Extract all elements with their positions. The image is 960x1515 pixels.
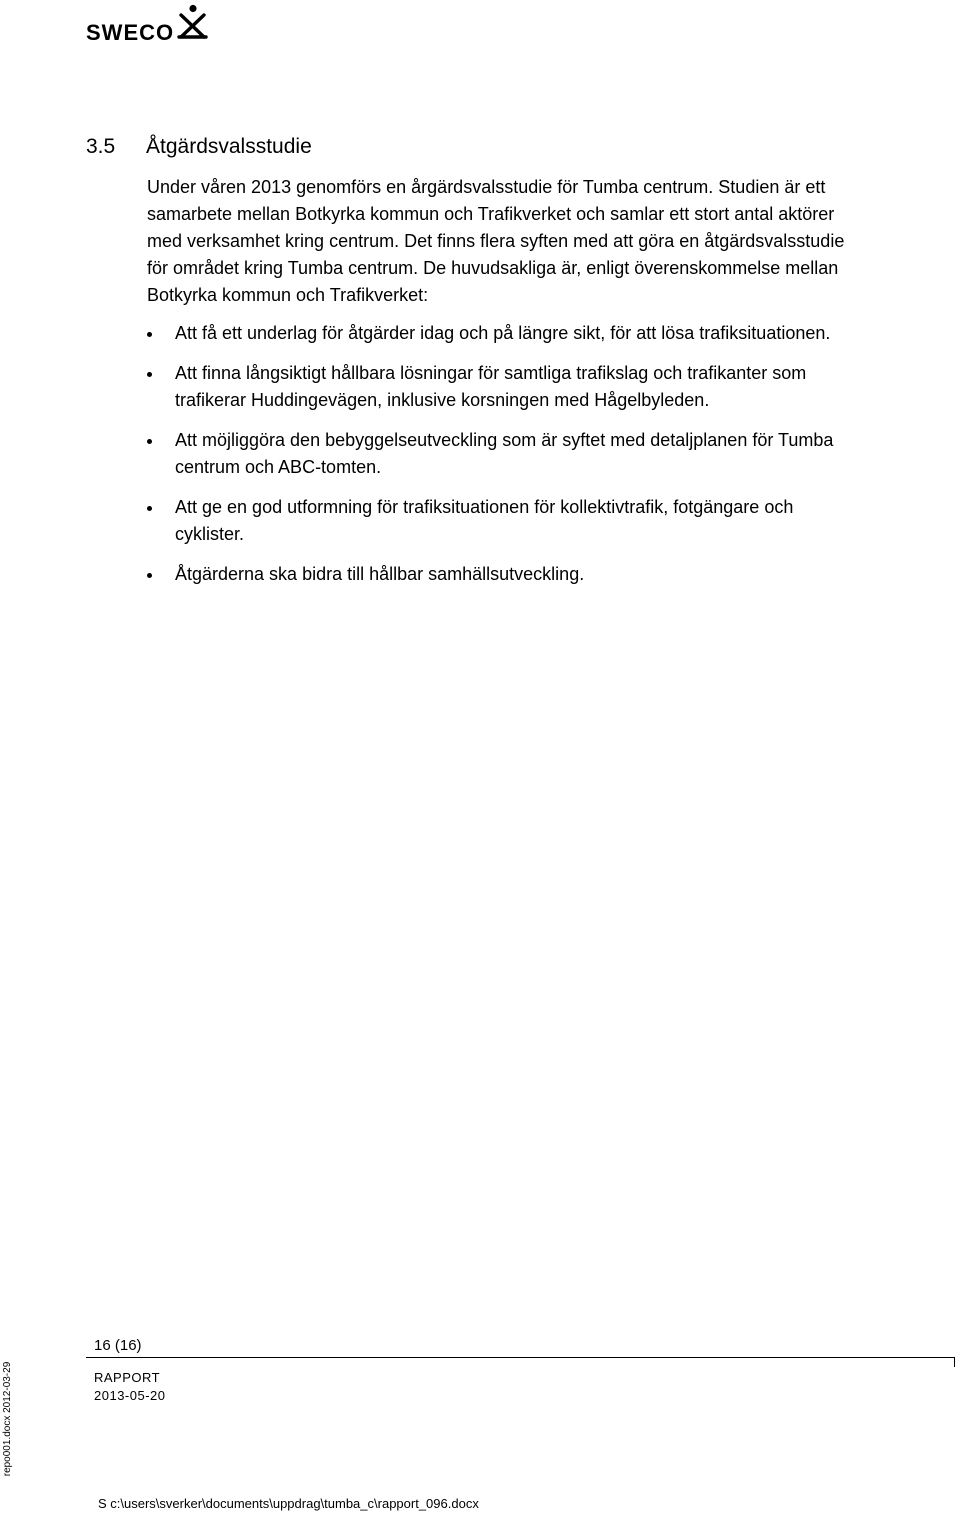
section-heading: [86, 133, 312, 161]
intro-paragraph: [147, 174, 947, 309]
document-date: 2013-05-20: [94, 1388, 166, 1403]
template-note: [1, 1360, 15, 1478]
logo-wordmark: SWECO: [86, 20, 175, 45]
list-item: [147, 494, 947, 548]
section-number: 3.5: [86, 135, 116, 158]
list-item-line: Att få ett underlag för åtgärder idag och på längre sikt, för att lösa trafiksituationen.: [175, 323, 831, 343]
footer-divider: [86, 1357, 955, 1358]
bullet-icon: [147, 372, 152, 377]
sweco-mark-icon: [176, 4, 208, 40]
section-title: Åtgärdsvalsstudie: [146, 135, 312, 158]
list-item-line: Åtgärderna ska bidra till hållbar samhällsutveckling.: [175, 564, 585, 584]
list-item-line: centrum och ABC-tomten.: [175, 457, 382, 477]
footer-divider-tick: [954, 1357, 955, 1367]
list-item-line: trafikerar Huddingevägen, inklusive korsningen med Hågelbyleden.: [175, 390, 710, 410]
page-number: 16 (16): [94, 1337, 142, 1354]
document-type: RAPPORT: [94, 1370, 161, 1385]
paragraph-line: samarbete mellan Botkyrka kommun och Trafikverket och samlar ett stort antal aktörer: [147, 204, 835, 224]
list-item: [147, 360, 947, 414]
list-item: [147, 320, 947, 347]
paragraph-line: för området kring Tumba centrum. De huvudsakliga är, enligt överenskommelse mellan: [147, 258, 839, 278]
bullet-icon: [147, 439, 152, 444]
list-item: [147, 427, 947, 481]
template-note-text: repo001.docx 2012-03-29: [2, 1361, 13, 1477]
file-path: S c:\users\sverker\documents\uppdrag\tumba_c\rapport_096.docx: [98, 1496, 479, 1511]
bullet-icon: [147, 573, 152, 578]
paragraph-line: med verksamhet kring centrum. Det finns flera syften med att göra en åtgärdsvalsstudie: [147, 231, 845, 251]
list-item-line: Att ge en god utformning för trafiksituationen för kollektivtrafik, fotgängare och: [175, 497, 794, 517]
list-item-line: Att finna långsiktigt hållbara lösningar för samtliga trafikslag och trafikanter som: [175, 363, 807, 383]
list-item-line: cyklister.: [175, 524, 245, 544]
bullet-icon: [147, 506, 152, 511]
bullet-icon: [147, 332, 152, 337]
list-item-line: Att möjliggöra den bebyggelseutveckling som är syftet med detaljplanen för Tumba: [175, 430, 834, 450]
list-item: [147, 561, 947, 588]
purpose-list: [147, 320, 947, 601]
paragraph-line: Under våren 2013 genomförs en årgärdsvalsstudie för Tumba centrum. Studien är ett: [147, 177, 826, 197]
paragraph-line: Botkyrka kommun och Trafikverket:: [147, 285, 429, 305]
sweco-logo: [86, 4, 216, 44]
